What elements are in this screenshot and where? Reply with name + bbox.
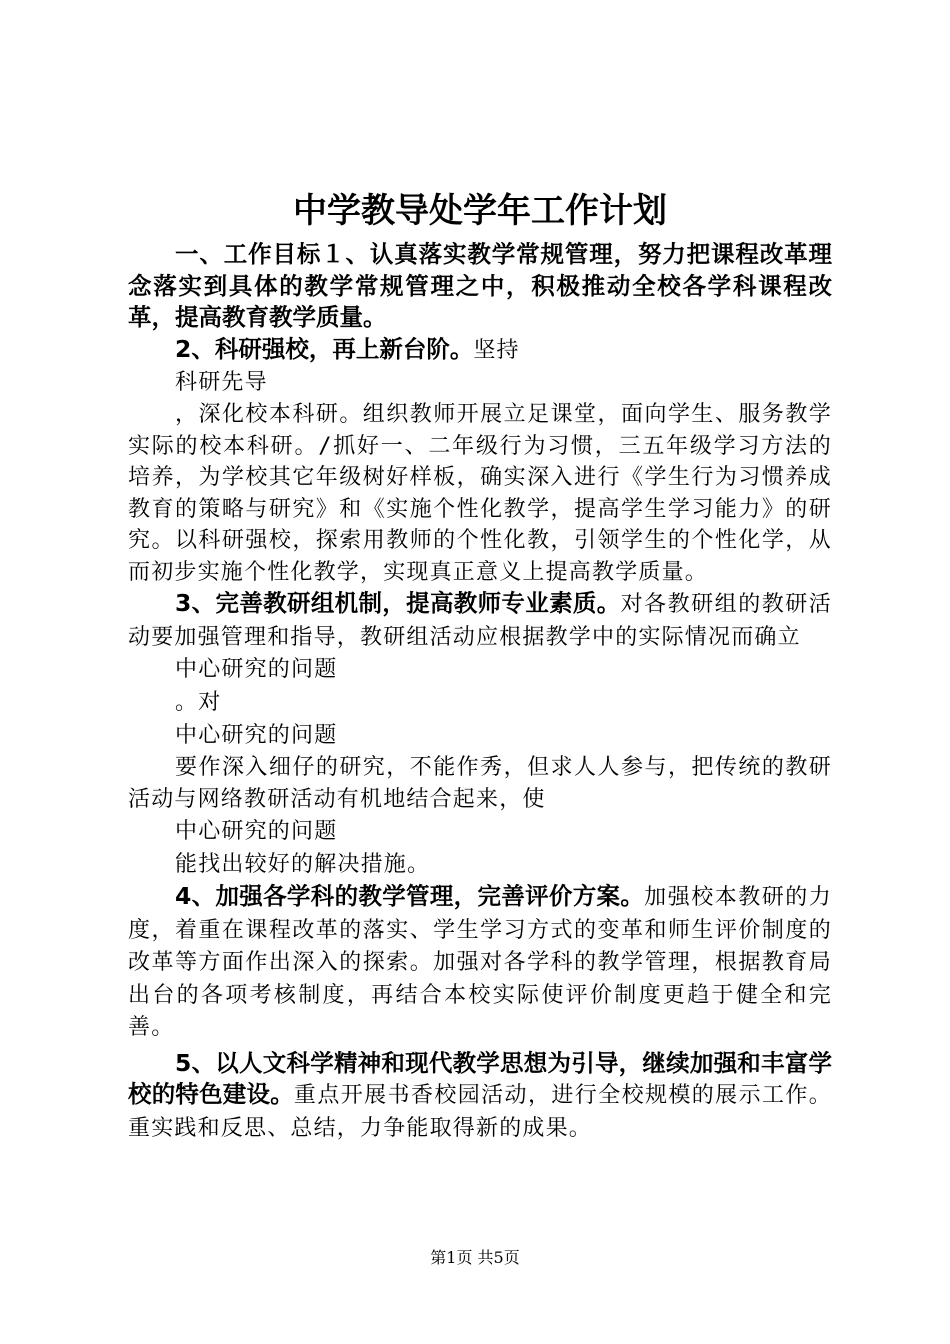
text-line: 。对: [175, 690, 222, 715]
page-number-footer: 第1页 共5页: [430, 1248, 520, 1267]
section-heading-3: 3、完善教研组机制，提高教师专业素质。: [175, 589, 621, 617]
paragraph-text: 加强校本教研的力度，着重在课程改革的落实、学生学习方式的变革和师生评价制度的改革等方面作出深入的探索。加强对各学科的教学管理，根据教育局出台的各项考核制度，再结合本校实际使评价制度更趋于健全和完善。: [128, 885, 832, 1040]
document-body: [128, 185, 832, 1144]
paragraph-text: 坚持: [473, 337, 520, 363]
text-line: 中心研究的问题: [175, 819, 338, 844]
document-title: 中学教导处学年工作计划: [293, 191, 667, 231]
text-line: 能找出较好的解决措施。: [175, 852, 431, 877]
paragraph-text: 重点开展书香校园活动，进行全校规模的展示工作。重实践和反思、总结，力争能取得新的成果。: [128, 1083, 832, 1141]
text-line: 中心研究的问题: [175, 657, 338, 682]
paragraph-school-features: [128, 1048, 832, 1145]
paragraph-goals: 一、工作目标１、认真落实教学常规管理，努力把课程改革理念落实到具体的教学常规管理之中，积极推动全校各学科课程改革，提高教育教学质量。: [128, 240, 832, 331]
text-line: 科研先导: [175, 370, 268, 395]
section-heading-5: 5、以人文科学精神和现代教学思想为引导，继续加强和丰富学校的特色建设。: [128, 1048, 832, 1108]
section-heading-4: 4、加强各学科的教学管理，完善评价方案。: [175, 882, 645, 910]
section-heading-2: 2、科研强校，再上新台阶。: [175, 334, 474, 363]
paragraph-subject-management: [128, 881, 832, 1044]
text-line: 中心研究的问题: [175, 723, 338, 748]
paragraph-text: 对各教研组的教研活动要加强管理和指导，教研组活动应根据教学中的实际情况而确立: [128, 592, 832, 650]
paragraph-research-body: ，深化校本科研。组织教师开展立足课堂，面向学生、服务教学实际的校本科研。/抓好一、二年级行为习惯，三五年级学习方法的培养，为学校其它年级树好样板，确实深入进行《学生行为习惯养成教育的策略与研究》和《实施个性化教学，提高学生学习能力》的研究。以科研强校，探索用教师的个性化教，引领学生的个性化学，从而初步实施个性化教学，实现真正意义上提高教学质量。: [128, 402, 832, 585]
paragraph-teaching-group-body: 要作深入细仔的研究，不能作秀，但求人人参与，把传统的教研活动与网络教研活动有机地结合起来，使: [128, 755, 832, 812]
paragraph-teaching-group: [128, 588, 832, 653]
paragraph-research-heading: [128, 334, 832, 367]
